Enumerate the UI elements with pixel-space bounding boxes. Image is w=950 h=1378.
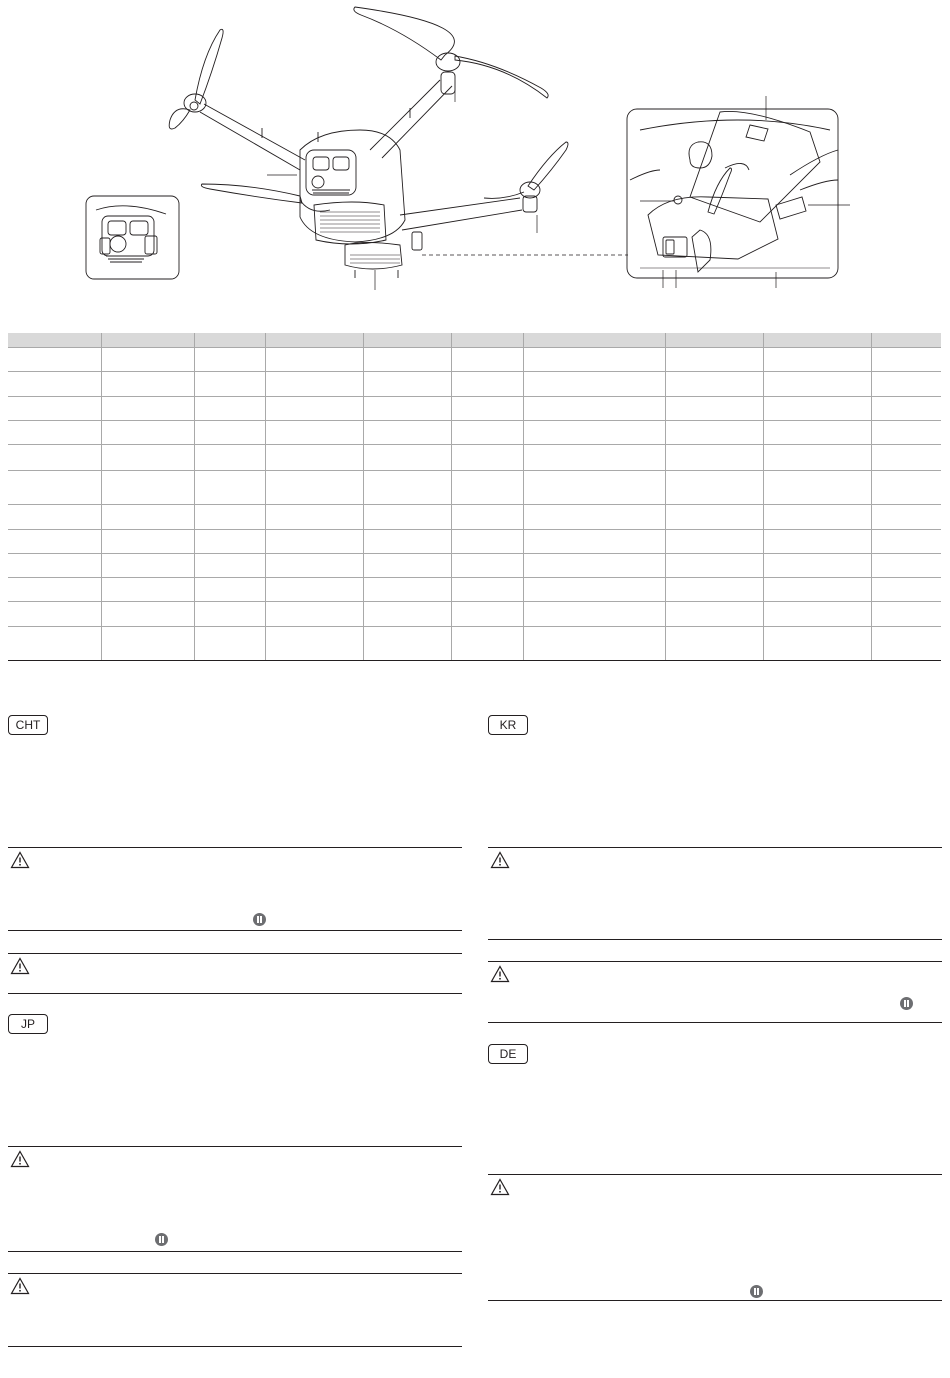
table-cell bbox=[8, 627, 101, 661]
table-row bbox=[8, 530, 941, 554]
table-row bbox=[8, 421, 941, 445]
table-row bbox=[8, 348, 941, 372]
pause-circle-icon bbox=[900, 997, 913, 1010]
table-header-cell bbox=[871, 333, 941, 348]
table-row bbox=[8, 505, 941, 530]
table-cell bbox=[451, 627, 523, 661]
table-cell bbox=[871, 627, 941, 661]
table-cell bbox=[101, 578, 194, 602]
table-cell bbox=[194, 554, 265, 578]
lang-badge-kr: KR bbox=[488, 715, 528, 735]
table-row bbox=[8, 372, 941, 397]
table-cell bbox=[523, 578, 665, 602]
table-cell bbox=[871, 348, 941, 372]
table-cell bbox=[451, 445, 523, 471]
table-cell bbox=[523, 397, 665, 421]
table-cell bbox=[763, 471, 871, 505]
table-cell bbox=[763, 372, 871, 397]
table-cell bbox=[265, 471, 363, 505]
table-cell bbox=[665, 372, 763, 397]
specs-table bbox=[8, 333, 941, 661]
table-cell bbox=[194, 530, 265, 554]
table-cell bbox=[265, 578, 363, 602]
warning-triangle-icon bbox=[10, 1150, 30, 1168]
table-cell bbox=[194, 421, 265, 445]
propeller-top-right bbox=[354, 7, 548, 98]
table-cell bbox=[763, 421, 871, 445]
section-rule bbox=[8, 953, 462, 954]
table-cell bbox=[665, 578, 763, 602]
table-cell bbox=[523, 348, 665, 372]
table-cell bbox=[363, 578, 451, 602]
section-rule bbox=[488, 1300, 942, 1301]
table-cell bbox=[265, 554, 363, 578]
table-cell bbox=[101, 348, 194, 372]
table-cell bbox=[871, 578, 941, 602]
table-cell bbox=[871, 530, 941, 554]
table-cell bbox=[265, 627, 363, 661]
table-cell bbox=[363, 530, 451, 554]
warning-triangle-icon bbox=[10, 957, 30, 975]
section-rule bbox=[488, 1022, 942, 1023]
table-row bbox=[8, 627, 941, 661]
table-cell bbox=[523, 421, 665, 445]
table-cell bbox=[763, 445, 871, 471]
table-cell bbox=[265, 602, 363, 627]
section-rule bbox=[8, 1273, 462, 1274]
table-cell bbox=[363, 397, 451, 421]
table-cell bbox=[665, 530, 763, 554]
table-cell bbox=[763, 397, 871, 421]
table-cell bbox=[451, 397, 523, 421]
table-cell bbox=[8, 445, 101, 471]
table-cell bbox=[8, 530, 101, 554]
table-cell bbox=[363, 372, 451, 397]
lang-badge-jp: JP bbox=[8, 1014, 48, 1034]
table-cell bbox=[265, 421, 363, 445]
table-cell bbox=[8, 578, 101, 602]
table-cell bbox=[194, 397, 265, 421]
section-rule bbox=[8, 1346, 462, 1347]
table-cell bbox=[194, 471, 265, 505]
table-header-cell bbox=[523, 333, 665, 348]
table-header-row bbox=[8, 333, 941, 348]
table-row bbox=[8, 397, 941, 421]
table-cell bbox=[665, 421, 763, 445]
table-cell bbox=[763, 554, 871, 578]
aircraft-body bbox=[300, 130, 422, 278]
table-row bbox=[8, 554, 941, 578]
table-cell bbox=[363, 348, 451, 372]
table-cell bbox=[523, 471, 665, 505]
table-cell bbox=[265, 505, 363, 530]
table-cell bbox=[451, 421, 523, 445]
table-cell bbox=[871, 471, 941, 505]
table-cell bbox=[8, 348, 101, 372]
pause-circle-icon bbox=[155, 1233, 168, 1246]
table-row bbox=[8, 578, 941, 602]
table-cell bbox=[363, 471, 451, 505]
table-cell bbox=[265, 348, 363, 372]
table-cell bbox=[871, 421, 941, 445]
table-cell bbox=[523, 505, 665, 530]
table-cell bbox=[451, 578, 523, 602]
table-cell bbox=[363, 505, 451, 530]
table-cell bbox=[451, 602, 523, 627]
table-header-cell bbox=[665, 333, 763, 348]
table-cell bbox=[194, 505, 265, 530]
table-cell bbox=[8, 372, 101, 397]
table-cell bbox=[523, 445, 665, 471]
table-cell bbox=[265, 445, 363, 471]
table-cell bbox=[665, 397, 763, 421]
table-cell bbox=[871, 397, 941, 421]
propeller-top-left bbox=[169, 29, 223, 129]
table-cell bbox=[665, 627, 763, 661]
table-cell bbox=[8, 602, 101, 627]
table-header-cell bbox=[101, 333, 194, 348]
table-cell bbox=[763, 348, 871, 372]
section-rule bbox=[488, 1174, 942, 1175]
table-cell bbox=[871, 602, 941, 627]
table-cell bbox=[194, 627, 265, 661]
table-cell bbox=[523, 627, 665, 661]
warning-triangle-icon bbox=[10, 1277, 30, 1295]
table-cell bbox=[871, 372, 941, 397]
warning-triangle-icon bbox=[490, 1178, 510, 1196]
table-cell bbox=[8, 505, 101, 530]
table-cell bbox=[523, 372, 665, 397]
section-rule bbox=[488, 847, 942, 848]
table-cell bbox=[8, 471, 101, 505]
table-cell bbox=[763, 505, 871, 530]
table-cell bbox=[194, 348, 265, 372]
gimbal-closeup-inset bbox=[86, 196, 179, 279]
table-cell bbox=[871, 554, 941, 578]
table-row bbox=[8, 445, 941, 471]
table-cell bbox=[871, 505, 941, 530]
section-rule bbox=[8, 930, 462, 931]
table-cell bbox=[194, 602, 265, 627]
warning-triangle-icon bbox=[490, 965, 510, 983]
section-rule bbox=[8, 1251, 462, 1252]
table-cell bbox=[363, 445, 451, 471]
table-cell bbox=[665, 471, 763, 505]
table-cell bbox=[265, 397, 363, 421]
table-cell bbox=[763, 602, 871, 627]
table-header-cell bbox=[763, 333, 871, 348]
table-cell bbox=[101, 554, 194, 578]
table-cell bbox=[101, 471, 194, 505]
section-rule bbox=[488, 961, 942, 962]
lang-badge-de: DE bbox=[488, 1044, 528, 1064]
table-cell bbox=[451, 505, 523, 530]
pause-circle-icon bbox=[253, 913, 266, 926]
table-cell bbox=[871, 445, 941, 471]
pause-circle-icon bbox=[750, 1285, 763, 1298]
table-cell bbox=[265, 372, 363, 397]
table-header-cell bbox=[363, 333, 451, 348]
aircraft-illustration bbox=[0, 0, 950, 300]
table-cell bbox=[101, 372, 194, 397]
table-cell bbox=[665, 554, 763, 578]
section-rule bbox=[8, 847, 462, 848]
rear-port-closeup-inset bbox=[627, 109, 838, 278]
table-cell bbox=[451, 372, 523, 397]
table-cell bbox=[363, 554, 451, 578]
propeller-bottom-left bbox=[201, 184, 330, 211]
table-cell bbox=[363, 602, 451, 627]
table-cell bbox=[523, 530, 665, 554]
table-cell bbox=[8, 421, 101, 445]
table-cell bbox=[101, 602, 194, 627]
table-cell bbox=[101, 530, 194, 554]
table-cell bbox=[363, 627, 451, 661]
table-cell bbox=[763, 627, 871, 661]
table-cell bbox=[451, 348, 523, 372]
table-cell bbox=[665, 445, 763, 471]
table-cell bbox=[101, 397, 194, 421]
section-rule bbox=[8, 993, 462, 994]
table-cell bbox=[665, 602, 763, 627]
table-cell bbox=[8, 554, 101, 578]
table-cell bbox=[194, 445, 265, 471]
table-cell bbox=[194, 578, 265, 602]
table-cell bbox=[101, 445, 194, 471]
table-cell bbox=[101, 421, 194, 445]
table-header-cell bbox=[194, 333, 265, 348]
lang-badge-cht: CHT bbox=[8, 715, 48, 735]
table-cell bbox=[523, 554, 665, 578]
table-cell bbox=[665, 348, 763, 372]
table-row bbox=[8, 471, 941, 505]
warning-triangle-icon bbox=[490, 851, 510, 869]
section-rule bbox=[488, 939, 942, 940]
table-cell bbox=[363, 421, 451, 445]
table-cell bbox=[665, 505, 763, 530]
table-cell bbox=[451, 530, 523, 554]
table-cell bbox=[451, 554, 523, 578]
table-cell bbox=[194, 372, 265, 397]
table-cell bbox=[763, 530, 871, 554]
table-cell bbox=[8, 397, 101, 421]
section-rule bbox=[8, 1146, 462, 1147]
table-cell bbox=[523, 602, 665, 627]
table-cell bbox=[101, 627, 194, 661]
table-row bbox=[8, 602, 941, 627]
table-cell bbox=[451, 471, 523, 505]
table-header-cell bbox=[451, 333, 523, 348]
table-header-cell bbox=[8, 333, 101, 348]
table-cell bbox=[101, 505, 194, 530]
table-cell bbox=[763, 578, 871, 602]
table-cell bbox=[265, 530, 363, 554]
warning-triangle-icon bbox=[10, 851, 30, 869]
table-header-cell bbox=[265, 333, 363, 348]
